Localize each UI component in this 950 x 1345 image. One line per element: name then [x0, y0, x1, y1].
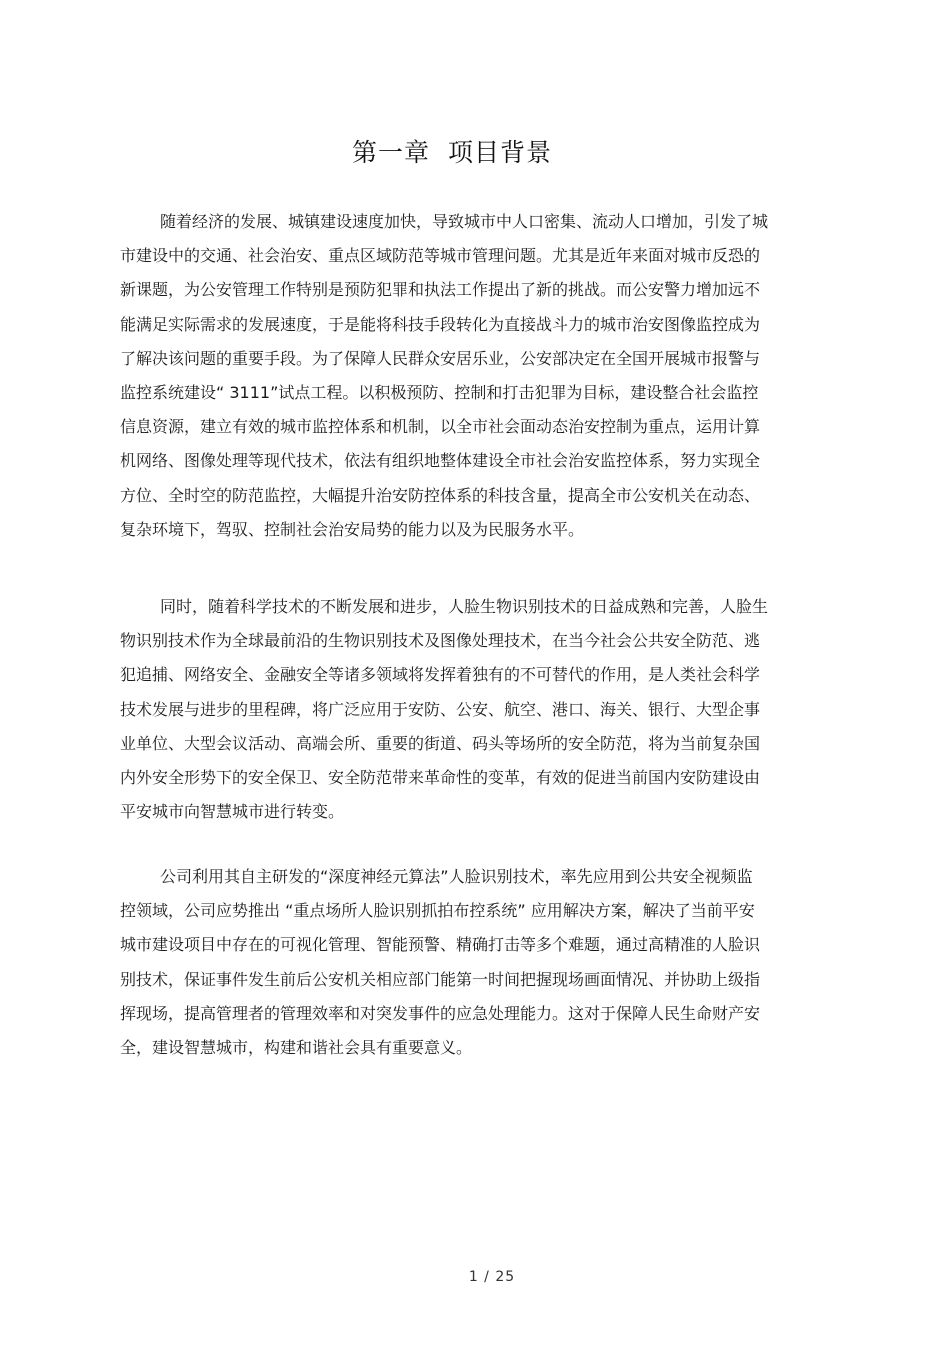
text-line: 内外安全形势下的安全保卫、安全防范带来革命性的变革，有效的促进当前国内安防建设由: [120, 767, 761, 787]
chapter-title: 项目背景: [448, 138, 553, 167]
text-line: 别技术，保证事件发生前后公安机关相应部门能第一时间把握现场画面情况、并协助上级指: [120, 969, 761, 989]
text-line: 机网络、图像处理等现代技术，依法有组织地整体建设全市社会治安监控体系，努力实现全: [120, 451, 761, 471]
text-line: 平安城市向智慧城市进行转变。: [120, 802, 345, 822]
text-line: 挥现场，提高管理者的管理效率和对突发事件的应急处理能力。这对于保障人民生命财产安: [120, 1003, 761, 1023]
text-line: 同时，随着科学技术的不断发展和进步，人脸生物识别技术的日益成熟和完善，人脸生: [160, 597, 769, 616]
text-line: 方位、全时空的防范监控，大幅提升治安防控体系的科技含量，提高全市公安机关在动态、: [120, 485, 761, 505]
paragraph-background: [120, 205, 768, 547]
text-line: 随着经济的发展、城镇建设速度加快，导致城市中人口密集、流动人口增加，引发了城: [160, 212, 769, 231]
text-line: 市建设中的交通、社会治安、重点区域防范等城市管理问题。尤其是近年来面对城市反恐的: [120, 246, 761, 266]
text-line: 监控系统建设“ 3111”试点工程。以积极预防、控制和打击犯罪为目标，建设整合社会监控: [120, 382, 759, 402]
page-number: 1 / 25: [468, 1269, 516, 1285]
text-line: 信息资源，建立有效的城市监控体系和机制，以全市社会面动态治安控制为重点，运用计算: [120, 417, 761, 437]
text-line: 业单位、大型会议活动、高端会所、重要的街道、码头等场所的安全防范，将为当前复杂国: [120, 733, 761, 753]
paragraph-company-solution: [120, 860, 760, 1065]
chapter-heading: [0, 134, 904, 172]
text-line: 犯追捕、网络安全、金融安全等诸多领域将发挥着独有的不可替代的作用，是人类社会科学: [120, 665, 761, 685]
chapter-label: 第一章: [351, 138, 430, 167]
text-line: 能满足实际需求的发展速度，于是能将科技手段转化为直接战斗力的城市治安图像监控成为: [120, 314, 761, 334]
text-line: 全，建设智慧城市，构建和谐社会具有重要意义。: [120, 1037, 473, 1057]
text-line: 技术发展与进步的里程碑，将广泛应用于安防、公安、航空、港口、海关、银行、大型企事: [120, 699, 761, 719]
text-line: 了解决该问题的重要手段。为了保障人民群众安居乐业，公安部决定在全国开展城市报警与: [120, 348, 761, 368]
text-line: 控领域，公司应势推出 “重点场所人脸识别抓拍布控系统” 应用解决方案，解决了当前平安: [120, 901, 755, 921]
text-line: 新课题，为公安管理工作特别是预防犯罪和执法工作提出了新的挑战。而公安警力增加远不: [120, 280, 761, 300]
paragraph-face-recognition: [120, 590, 768, 829]
text-line: 复杂环境下，驾驭、控制社会治安局势的能力以及为民服务水平。: [120, 519, 585, 539]
text-line: 物识别技术作为全球最前沿的生物识别技术及图像处理技术，在当今社会公共安全防范、逃: [120, 631, 761, 651]
text-line: 公司利用其自主研发的“深度神经元算法”人脸识别技术，率先应用到公共安全视频监: [160, 867, 753, 886]
text-line: 城市建设项目中存在的可视化管理、智能预警、精确打击等多个难题，通过高精准的人脸识: [120, 935, 761, 955]
